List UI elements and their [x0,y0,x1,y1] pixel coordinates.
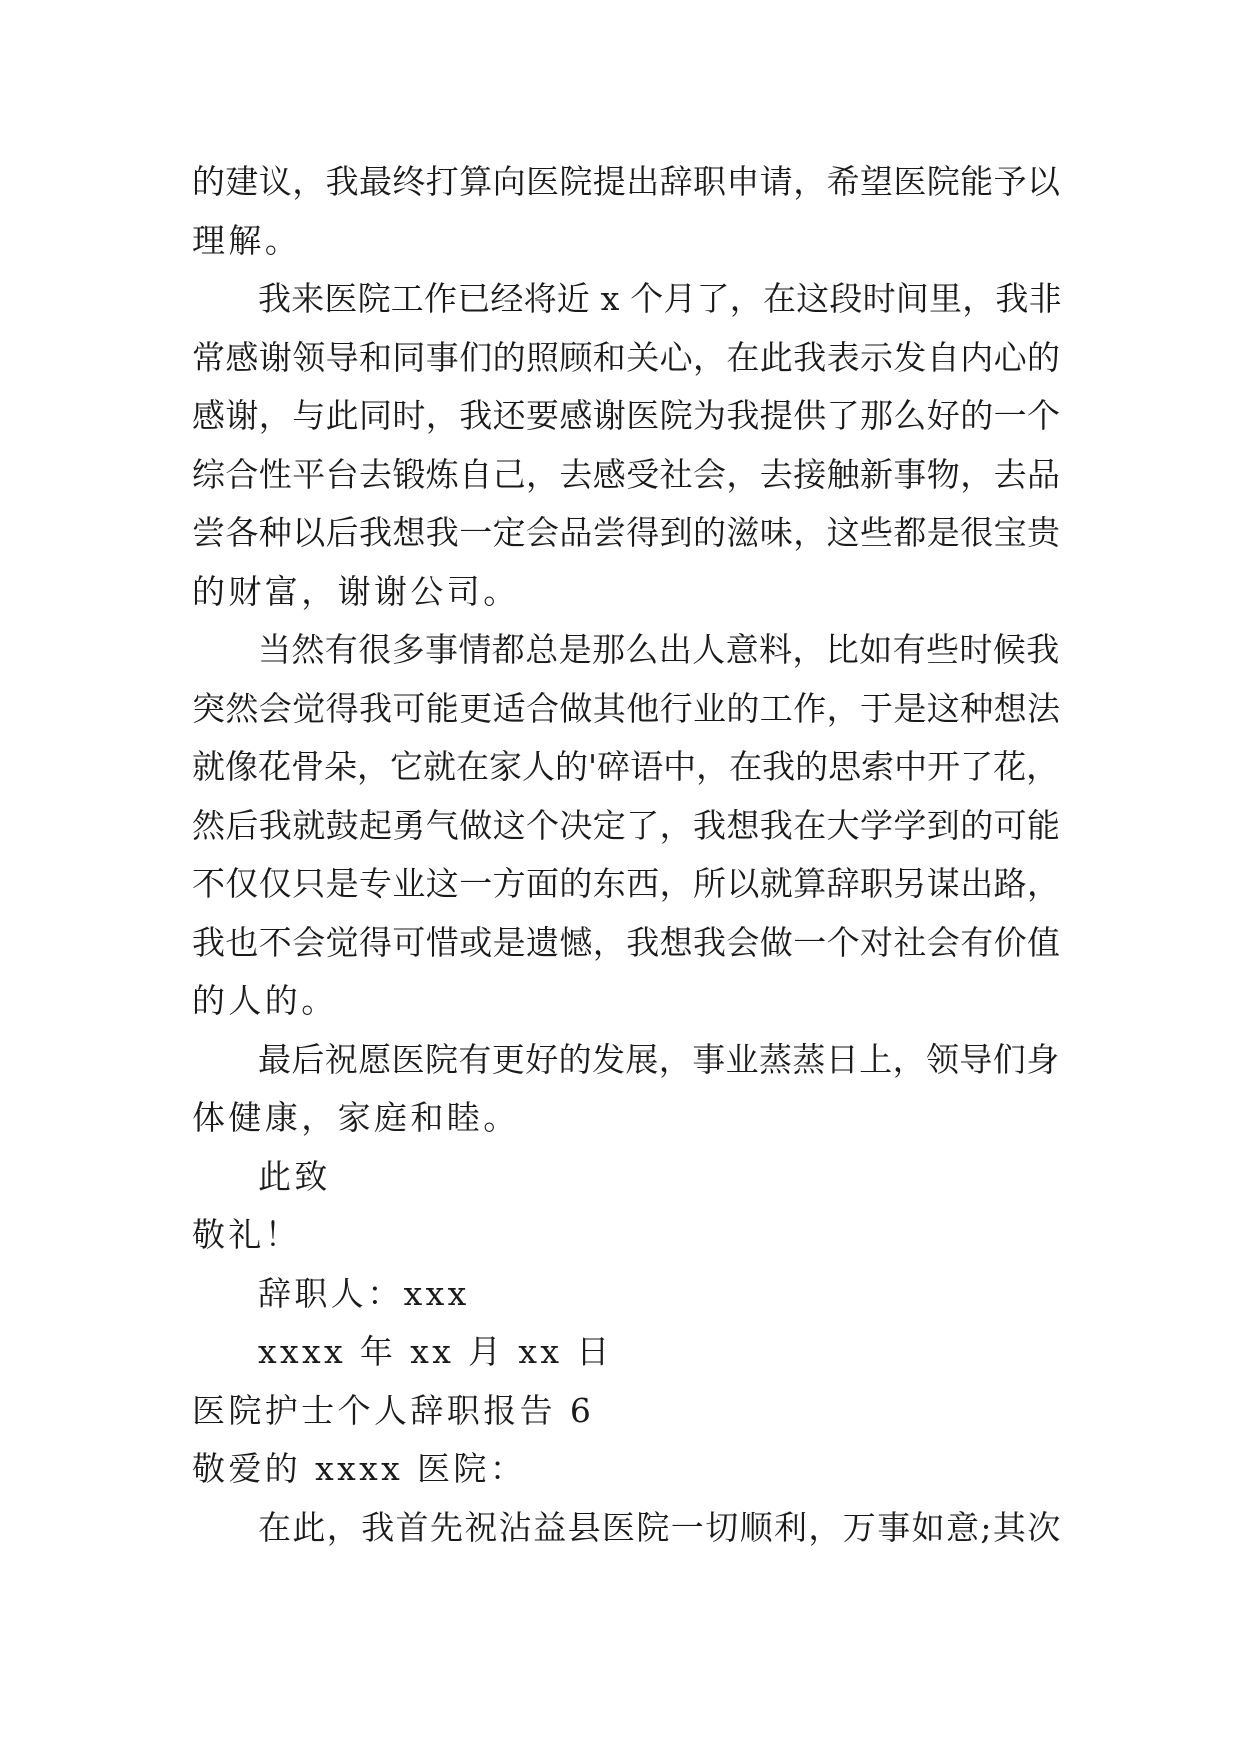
text-line: 我也不会觉得可惜或是遗憾，我想我会做一个对社会有价值 [192,922,1061,962]
paragraph-start-line: 最后祝愿医院有更好的发展，事业蒸蒸日上，领导们身 [258,1039,1060,1079]
text-line: 感谢，与此同时，我还要感谢医院为我提供了那么好的一个 [192,396,1061,435]
text-line: 的建议，我最终打算向医院提出辞职申请，希望医院能予以 [192,162,1061,201]
document-body [192,153,1062,1557]
section-title: 医院护士个人辞职报告 6 [192,1390,595,1430]
text-line: 常感谢领导和同事们的照顾和关心，在此我表示发自内心的 [192,337,1061,377]
text-line: 理解。 [192,220,302,260]
paragraph-start-line: 当然有很多事情都总是那么出人意料，比如有些时候我 [258,630,1060,669]
text-line: 的财富，谢谢公司。 [192,571,520,611]
date-line: xxxx 年 xx 月 xx 日 [258,1332,613,1371]
text-line: 的人的。 [192,981,338,1020]
paragraph-start-line: 我来医院工作已经将近 x 个月了，在这段时间里，我非 [258,279,1062,318]
text-line: 体健康，家庭和睦。 [192,1098,520,1137]
text-line: 不仅仅只是专业这一方面的东西，所以就算辞职另谋出路， [192,864,1061,903]
text-line: 突然会觉得我可能更适合做其他行业的工作，于是这种想法 [192,688,1061,728]
closing-salutation: 此致 [258,1156,331,1196]
closing-regards: 敬礼！ [192,1215,302,1254]
text-line: 然后我就鼓起勇气做这个决定了，我想我在大学学到的可能 [192,805,1061,845]
text-line: 综合性平台去锻炼自己，去感受社会，去接触新事物，去品 [192,454,1061,494]
text-line: 就像花骨朵，它就在家人的'碎语中，在我的思索中开了花， [192,747,1060,786]
greeting-line: 敬爱的 xxxx 医院： [192,1449,527,1488]
text-line: 尝各种以后我想我一定会品尝得到的滋味，这些都是很宝贵 [192,513,1061,552]
signature-line: 辞职人：xxx [258,1273,470,1313]
paragraph-start-line: 在此，我首先祝沾益县医院一切顺利，万事如意;其次 [258,1507,1062,1547]
